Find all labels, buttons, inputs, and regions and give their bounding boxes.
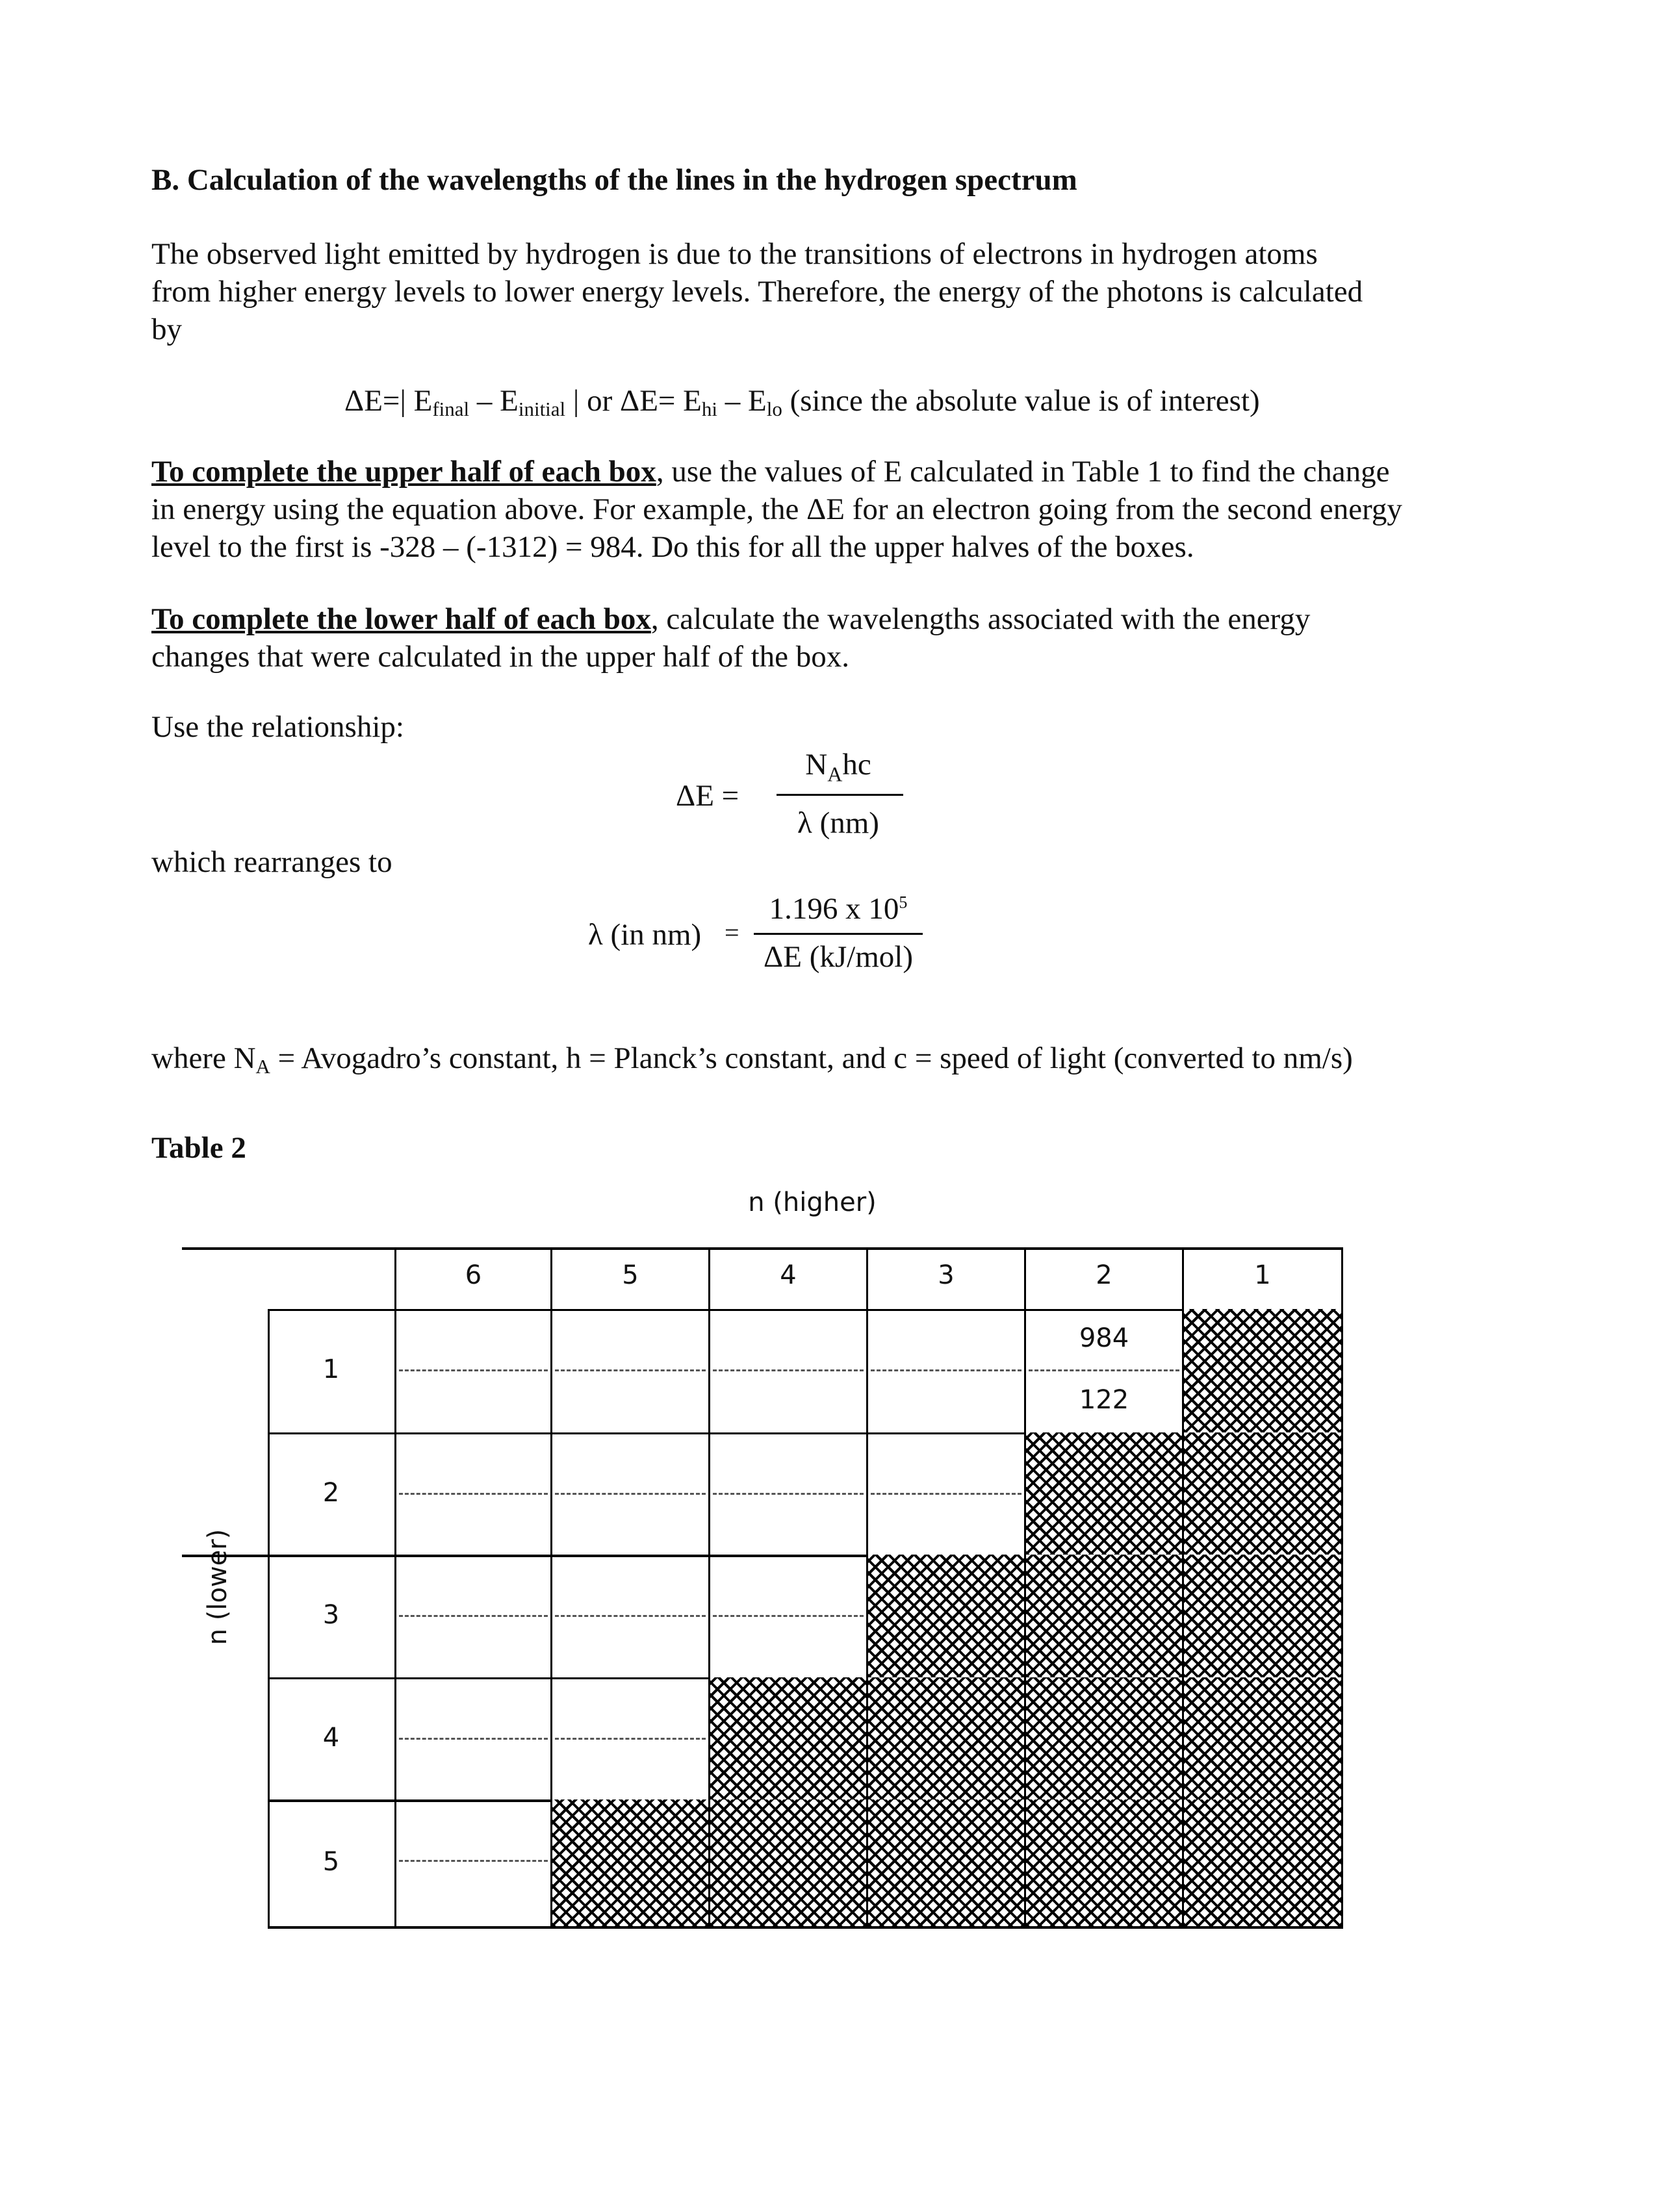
table-bottom-border <box>268 1926 1343 1929</box>
row-label-4: 4 <box>322 1723 340 1753</box>
hatched-cell <box>1184 1555 1343 1677</box>
row-label-1: 1 <box>322 1354 340 1384</box>
answer-cell[interactable] <box>552 1309 710 1432</box>
hatched-cell <box>1184 1432 1343 1555</box>
formula-1-denominator: λ (nm) <box>797 806 879 840</box>
column-header-1: 1 <box>1184 1247 1343 1309</box>
hatched-cell <box>1026 1432 1184 1555</box>
intro-line-1: The observed light emitted by hydrogen is due to the transitions of electrons in hydrogen atoms <box>151 237 1318 271</box>
answer-cell[interactable] <box>868 1432 1026 1555</box>
answer-cell[interactable] <box>394 1799 552 1926</box>
formula-1-fraction-bar <box>777 794 903 796</box>
hatched-cell <box>1184 1799 1343 1926</box>
column-header-5: 5 <box>552 1247 710 1309</box>
hatched-cell <box>868 1677 1026 1799</box>
intro-paragraph <box>151 235 1503 348</box>
answer-cell[interactable] <box>710 1309 868 1432</box>
answer-cell[interactable] <box>394 1677 552 1799</box>
column-header-2: 2 <box>1026 1247 1184 1309</box>
answer-cell[interactable] <box>868 1309 1026 1432</box>
table-caption: Table 2 <box>151 1131 246 1165</box>
row-axis-label: n (lower) <box>203 1529 233 1646</box>
hatched-cell <box>1026 1799 1184 1926</box>
formula-2-lhs: λ (in nm) <box>588 918 702 952</box>
formula-2-numerator: 1.196 x $10^5$ <box>769 892 908 926</box>
example-wavelength: 122 <box>1079 1385 1129 1415</box>
answer-cell[interactable] <box>394 1432 552 1555</box>
hatched-cell <box>868 1555 1026 1677</box>
column-header-3: 3 <box>868 1247 1026 1309</box>
answer-cell[interactable] <box>394 1309 552 1432</box>
answer-cell[interactable] <box>552 1555 710 1677</box>
hatched-cell <box>1184 1677 1343 1799</box>
constants-definition: where $N_A$ = Avogadro’s constant, h = Planck’s constant, and c = speed of light (converted to nm/s) <box>151 1041 1353 1078</box>
answer-cell[interactable] <box>710 1555 868 1677</box>
example-delta-e: 984 <box>1079 1323 1129 1353</box>
formula-1-numerator: $N_Ahc$ <box>805 748 871 786</box>
intro-line-3: by <box>151 312 182 346</box>
row-label-3: 3 <box>322 1600 340 1630</box>
column-header-4: 4 <box>710 1247 868 1309</box>
hatched-cell <box>1026 1677 1184 1799</box>
answer-cell[interactable] <box>552 1432 710 1555</box>
formula-2-equals: = <box>725 918 739 947</box>
answer-cell[interactable] <box>552 1677 710 1799</box>
answer-cell[interactable] <box>710 1432 868 1555</box>
row-label-2: 2 <box>322 1478 340 1508</box>
lower-half-instructions: To complete the lower half of each box, calculate the wavelengths associated with the energy changes that were calculated in the upper half of the box. <box>151 602 1311 674</box>
rearranges-text: which rearranges to <box>151 845 392 879</box>
formula-1-lhs: ΔE = <box>676 779 739 813</box>
formula-2-fraction-bar <box>754 933 923 935</box>
hatched-cell <box>868 1799 1026 1926</box>
row-label-5: 5 <box>322 1847 340 1877</box>
intro-line-2: from higher energy levels to lower energy levels. Therefore, the energy of the photons is calculated <box>151 275 1363 309</box>
hatched-cell <box>710 1799 868 1926</box>
delta-e-equation: ΔE=| $E_{final} - E_{initial}$ | or $\Delta E= E_{hi} - E_{lo}$ (since the absolute value is of interest) <box>344 384 1260 420</box>
hatched-cell <box>1026 1555 1184 1677</box>
lower-half-label: To complete the lower half of each box <box>151 602 651 636</box>
answer-cell[interactable] <box>394 1555 552 1677</box>
use-relationship-text: Use the relationship: <box>151 710 404 744</box>
section-heading: B. Calculation of the wavelengths of the lines in the hydrogen spectrum <box>151 163 1077 197</box>
upper-half-label: To complete the upper half of each box <box>151 455 656 489</box>
hatched-cell <box>552 1799 710 1926</box>
hatched-cell <box>1184 1309 1343 1432</box>
formula-2-denominator: ΔE (kJ/mol) <box>764 940 913 974</box>
hatched-cell <box>710 1677 868 1799</box>
example-answer-cell <box>1026 1309 1184 1432</box>
upper-half-instructions: To complete the upper half of each box, use the values of E calculated in Table 1 to find the change in energy using the equation above. For example, the ΔE for an electron going from the second energy level to the first is -328 – (-1312) = 984. Do this for all the upper halves of the boxes. <box>151 455 1402 564</box>
column-axis-label: n (higher) <box>748 1188 877 1217</box>
column-header-6: 6 <box>394 1247 552 1309</box>
